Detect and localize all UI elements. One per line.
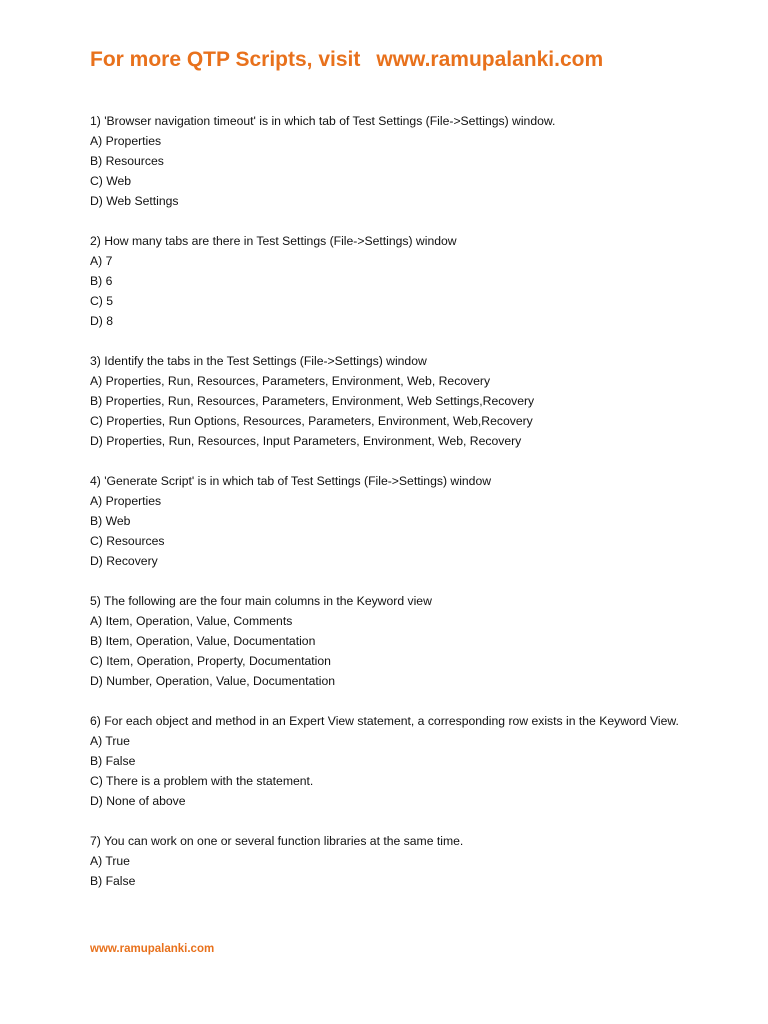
question-block-5 xyxy=(90,591,690,691)
question-block-1 xyxy=(90,111,690,211)
question-block-7 xyxy=(90,831,690,891)
answer-option: B) Web xyxy=(90,514,131,528)
page-footer xyxy=(90,943,214,955)
question-text: 1) 'Browser navigation timeout' is in which tab of Test Settings (File->Settings) window. xyxy=(90,114,556,128)
answer-option: A) True xyxy=(90,734,130,748)
answer-option: B) False xyxy=(90,754,136,768)
footer-site-link[interactable]: www.ramupalanki.com xyxy=(90,943,215,955)
answer-option: D) Number, Operation, Value, Documentation xyxy=(90,674,335,688)
answer-option: B) False xyxy=(90,874,136,888)
header-prefix: For more QTP Scripts, visit xyxy=(90,48,361,71)
answer-option: D) 8 xyxy=(90,314,114,328)
question-text: 5) The following are the four main columns in the Keyword view xyxy=(90,594,432,608)
question-block-4 xyxy=(90,471,690,571)
answer-option: C) Resources xyxy=(90,534,165,548)
header-site-link[interactable]: www.ramupalanki.com xyxy=(376,48,604,71)
question-text: 2) How many tabs are there in Test Settings (File->Settings) window xyxy=(90,234,457,248)
answer-option: D) Properties, Run, Resources, Input Parameters, Environment, Web, Recovery xyxy=(90,434,522,448)
answer-option: C) Item, Operation, Property, Documentation xyxy=(90,654,331,668)
answer-option: B) Properties, Run, Resources, Parameters, Environment, Web Settings,Recovery xyxy=(90,394,535,408)
question-text: 7) You can work on one or several function libraries at the same time. xyxy=(90,834,464,848)
answer-option: A) Properties xyxy=(90,494,162,508)
answer-option: B) 6 xyxy=(90,274,113,288)
question-text: 6) For each object and method in an Expert View statement, a corresponding row exists in the Keyword View. xyxy=(90,714,679,728)
answer-option: A) True xyxy=(90,854,130,868)
question-list xyxy=(90,111,690,911)
question-block-2 xyxy=(90,231,690,331)
question-block-3 xyxy=(90,351,690,451)
answer-option: A) Properties, Run, Resources, Parameters, Environment, Web, Recovery xyxy=(90,374,491,388)
question-text: 3) Identify the tabs in the Test Settings (File->Settings) window xyxy=(90,354,427,368)
question-block-6 xyxy=(90,711,690,811)
answer-option: A) Properties xyxy=(90,134,162,148)
page-header xyxy=(90,48,603,72)
answer-option: D) None of above xyxy=(90,794,186,808)
answer-option: B) Item, Operation, Value, Documentation xyxy=(90,634,316,648)
answer-option: C) Properties, Run Options, Resources, Parameters, Environment, Web,Recovery xyxy=(90,414,533,428)
answer-option: C) 5 xyxy=(90,294,114,308)
answer-option: A) 7 xyxy=(90,254,113,268)
question-text: 4) 'Generate Script' is in which tab of Test Settings (File->Settings) window xyxy=(90,474,492,488)
answer-option: C) There is a problem with the statement. xyxy=(90,774,314,788)
answer-option: A) Item, Operation, Value, Comments xyxy=(90,614,293,628)
answer-option: D) Recovery xyxy=(90,554,158,568)
answer-option: D) Web Settings xyxy=(90,194,179,208)
answer-option: B) Resources xyxy=(90,154,164,168)
answer-option: C) Web xyxy=(90,174,132,188)
